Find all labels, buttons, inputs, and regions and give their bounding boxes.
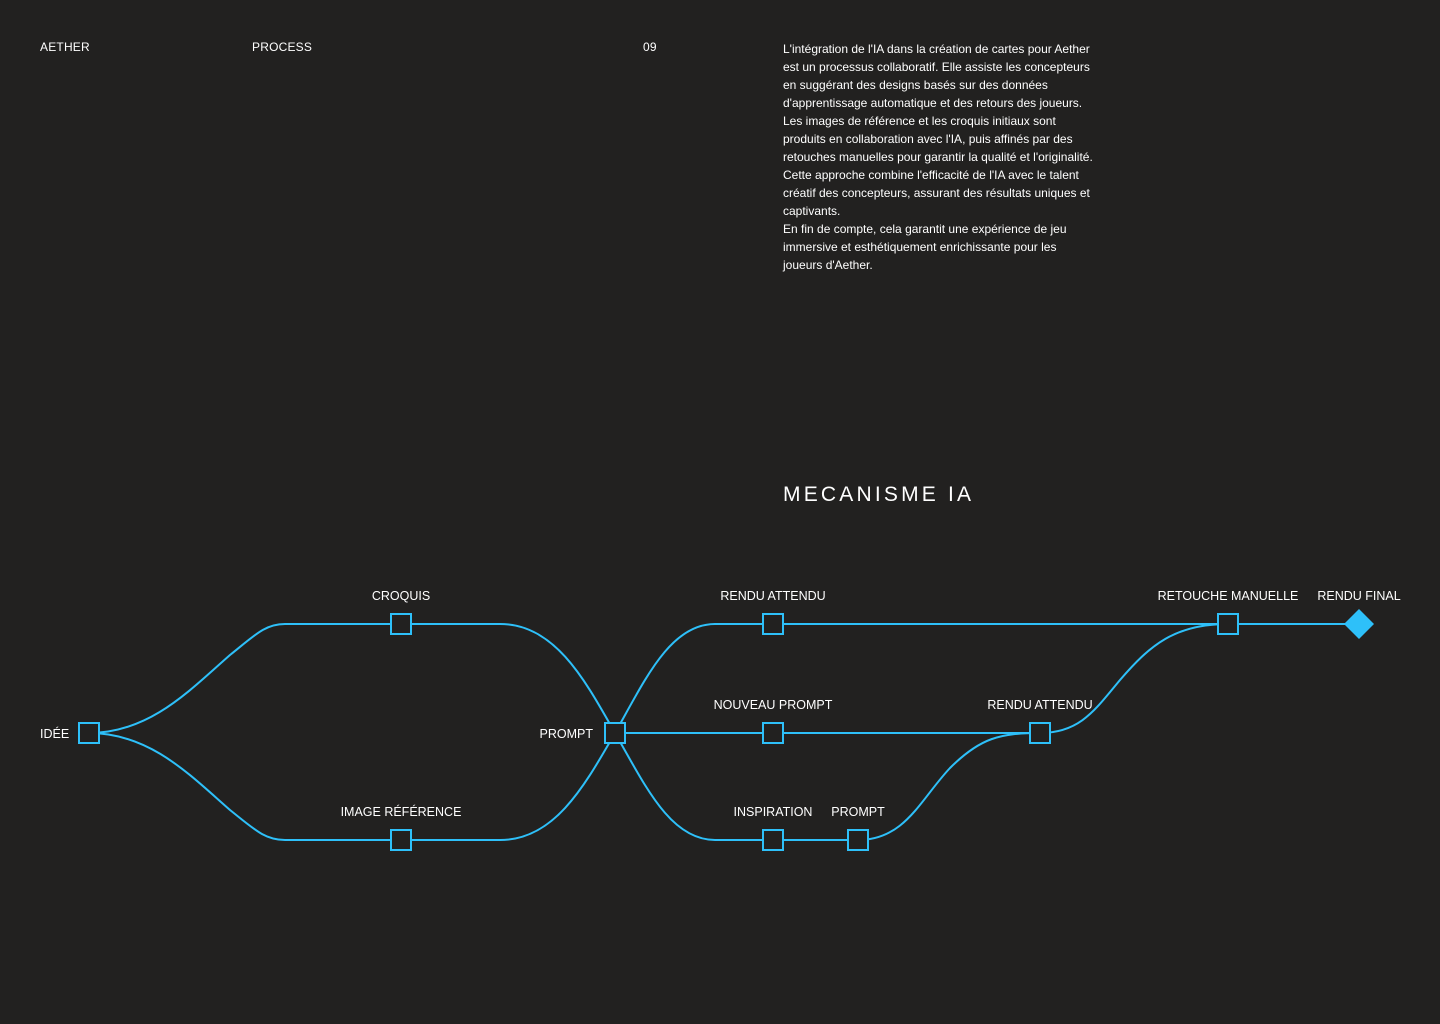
intro-paragraph: Cette approche combine l'efficacité de l'IA avec le talent créatif des concepteurs, assurant des résultats uniques et captivants. — [783, 168, 1090, 218]
edge-prompt-to-rendu-attendu-1 — [615, 624, 773, 733]
node-label-nouveau-prompt: NOUVEAU PROMPT — [713, 698, 833, 712]
node-nouveau-prompt-square-node-icon — [763, 723, 783, 743]
diagram-title: MECANISME IA — [783, 483, 975, 506]
node-label-image-reference: IMAGE RÉFÉRENCE — [340, 805, 462, 819]
edge-idee-to-croquis — [89, 624, 401, 733]
node-rendu-attendu-2-square-node-icon — [1030, 723, 1050, 743]
intro-paragraph: En fin de compte, cela garantit une expérience de jeu immersive et esthétiquement enrichissante pour les joueurs d'Aether. — [783, 222, 1067, 272]
edge-rendu-attendu-2-to-retouche-manuelle — [1040, 624, 1228, 733]
node-retouche-manuelle-square-node-icon — [1218, 614, 1238, 634]
brand-name: AETHER — [40, 40, 90, 54]
node-label-inspiration: INSPIRATION — [733, 805, 813, 819]
section-title: PROCESS — [252, 40, 313, 54]
node-label-retouche-manuelle: RETOUCHE MANUELLE — [1157, 589, 1299, 603]
node-label-prompt-2: PROMPT — [831, 805, 885, 819]
node-rendu-attendu-1-square-node-icon — [763, 614, 783, 634]
edge-prompt-to-inspiration — [615, 733, 773, 840]
node-label-prompt: PROMPT — [539, 727, 593, 741]
edge-croquis-to-prompt — [401, 624, 615, 733]
intro-paragraph: L'intégration de l'IA dans la création de cartes pour Aether est un processus collaboratif. Elle assiste les concepteurs en suggérant des designs basés sur des données d'apprentissage automatique et des retours des joueurs. — [783, 42, 1090, 110]
node-croquis-square-node-icon — [391, 614, 411, 634]
node-idee-square-node-icon — [79, 723, 99, 743]
nodes-layer — [79, 609, 1374, 850]
node-label-rendu-attendu-1: RENDU ATTENDU — [720, 589, 826, 603]
edge-idee-to-image-reference — [89, 733, 401, 840]
node-label-rendu-attendu-2: RENDU ATTENDU — [987, 698, 1093, 712]
node-prompt-square-node-icon — [605, 723, 625, 743]
node-prompt-2-square-node-icon — [848, 830, 868, 850]
intro-paragraph: Les images de référence et les croquis initiaux sont produits en collaboration avec l'IA, puis affinés par des retouches manuelles pour garantir la qualité et l'originalité. — [783, 114, 1093, 164]
edges-layer — [89, 624, 1359, 840]
node-label-croquis: CROQUIS — [371, 589, 431, 603]
page-number: 09 — [643, 40, 657, 54]
edge-image-reference-to-prompt — [401, 733, 615, 840]
node-inspiration-square-node-icon — [763, 830, 783, 850]
edge-prompt-2-to-rendu-attendu-2 — [858, 733, 1040, 840]
node-image-reference-square-node-icon — [391, 830, 411, 850]
node-label-rendu-final: RENDU FINAL — [1317, 589, 1401, 603]
node-rendu-final-diamond-node-icon — [1344, 609, 1374, 639]
node-label-idee: IDÉE — [40, 727, 70, 741]
